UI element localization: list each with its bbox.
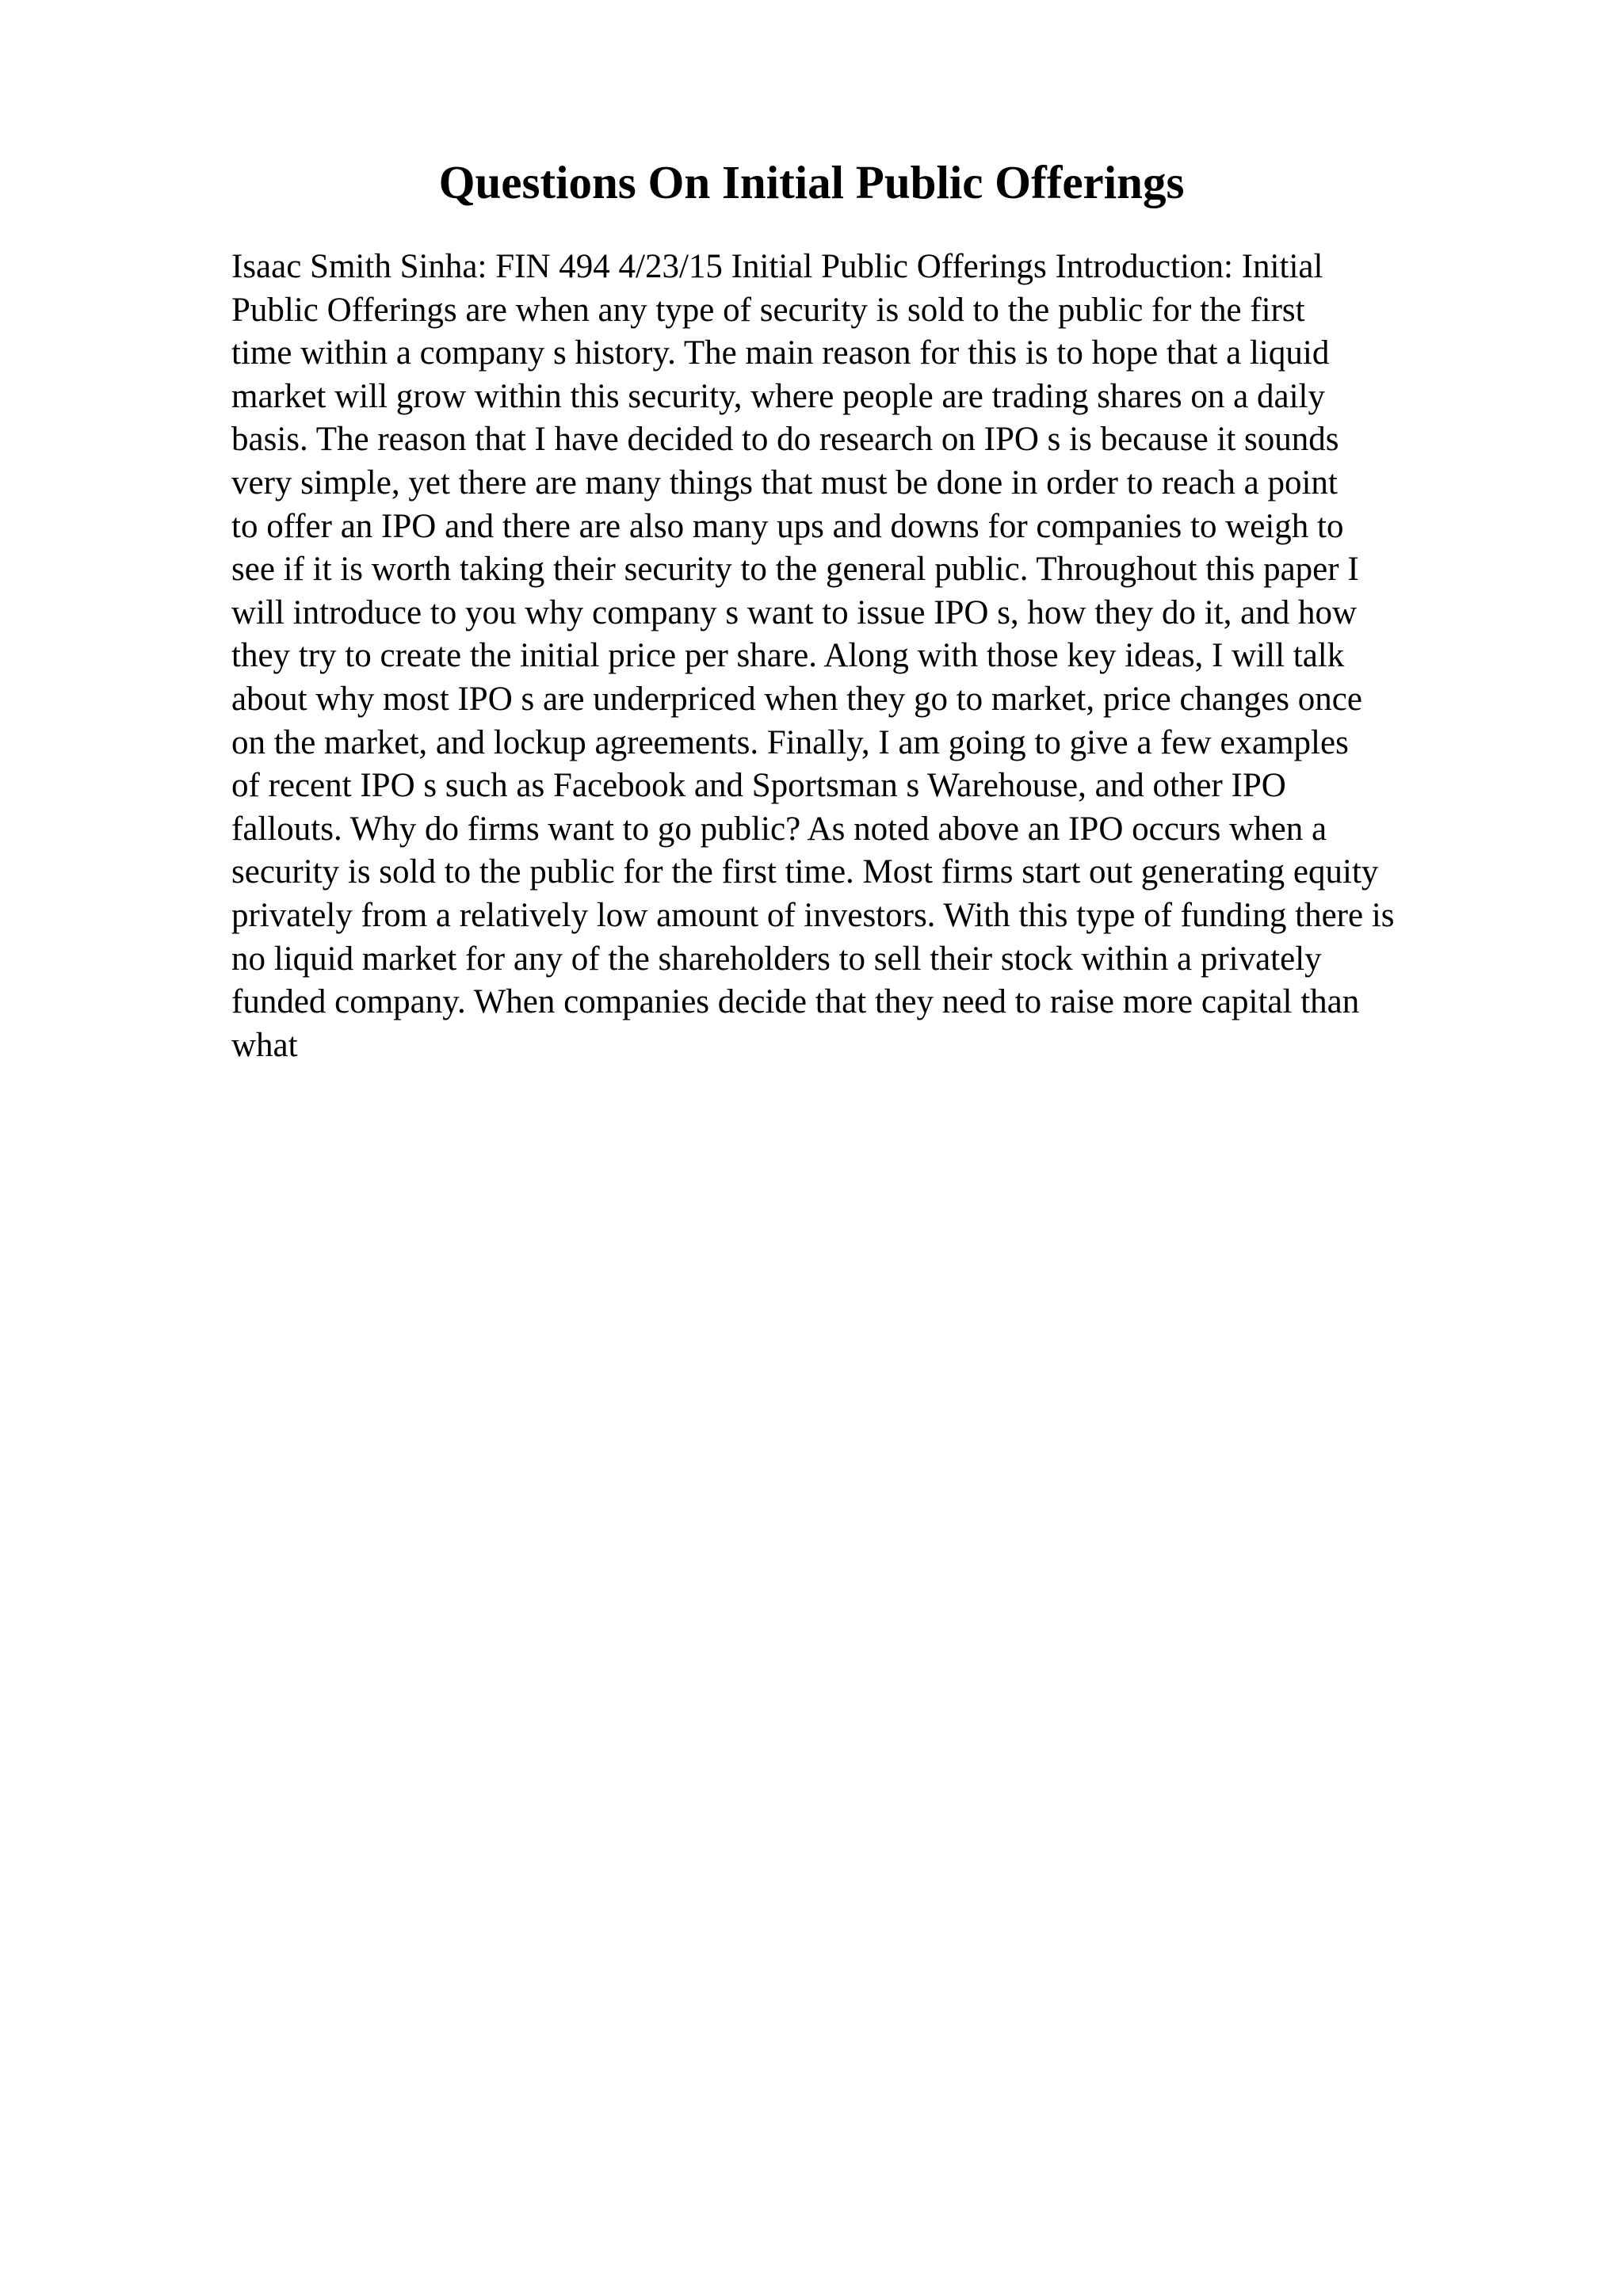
- body-line: what: [231, 1026, 298, 1064]
- body-line: basis. The reason that I have decided to do research on IPO s is because it sounds: [231, 421, 1339, 459]
- body-line: to offer an IPO and there are also many ups and downs for companies to weigh to: [231, 507, 1344, 545]
- body-line: on the market, and lockup agreements. Finally, I am going to give a few examples: [231, 723, 1349, 761]
- document-title: Questions On Initial Public Offerings: [438, 156, 1185, 208]
- body-line: fallouts. Why do firms want to go public? As noted above an IPO occurs when a: [231, 810, 1327, 848]
- body-line: market will grow within this security, where people are trading shares on a daily: [231, 377, 1325, 415]
- body-line: no liquid market for any of the shareholders to sell their stock within a privately: [231, 940, 1322, 978]
- body-line: privately from a relatively low amount of investors. With this type of funding there is: [231, 896, 1395, 934]
- body-line: Public Offerings are when any type of security is sold to the public for the first: [231, 291, 1305, 329]
- document-body: [231, 246, 1515, 1067]
- body-line: very simple, yet there are many things that must be done in order to reach a point: [231, 463, 1338, 502]
- body-line: security is sold to the public for the first time. Most firms start out generating equity: [231, 853, 1379, 891]
- body-line: will introduce to you why company s want to issue IPO s, how they do it, and how: [231, 593, 1358, 631]
- body-line: of recent IPO s such as Facebook and Sportsman s Warehouse, and other IPO: [231, 767, 1286, 805]
- body-line: funded company. When companies decide that they need to raise more capital than: [231, 983, 1360, 1021]
- body-line: they try to create the initial price per share. Along with those key ideas, I will talk: [231, 637, 1345, 675]
- body-line: about why most IPO s are underpriced when they go to market, price changes once: [231, 680, 1362, 718]
- body-line: time within a company s history. The main reason for this is to hope that a liquid: [231, 334, 1330, 372]
- body-line: Isaac Smith Sinha: FIN 494 4/23/15 Initial Public Offerings Introduction: Initial: [231, 248, 1323, 285]
- body-line: see if it is worth taking their security to the general public. Throughout this paper I: [231, 551, 1359, 589]
